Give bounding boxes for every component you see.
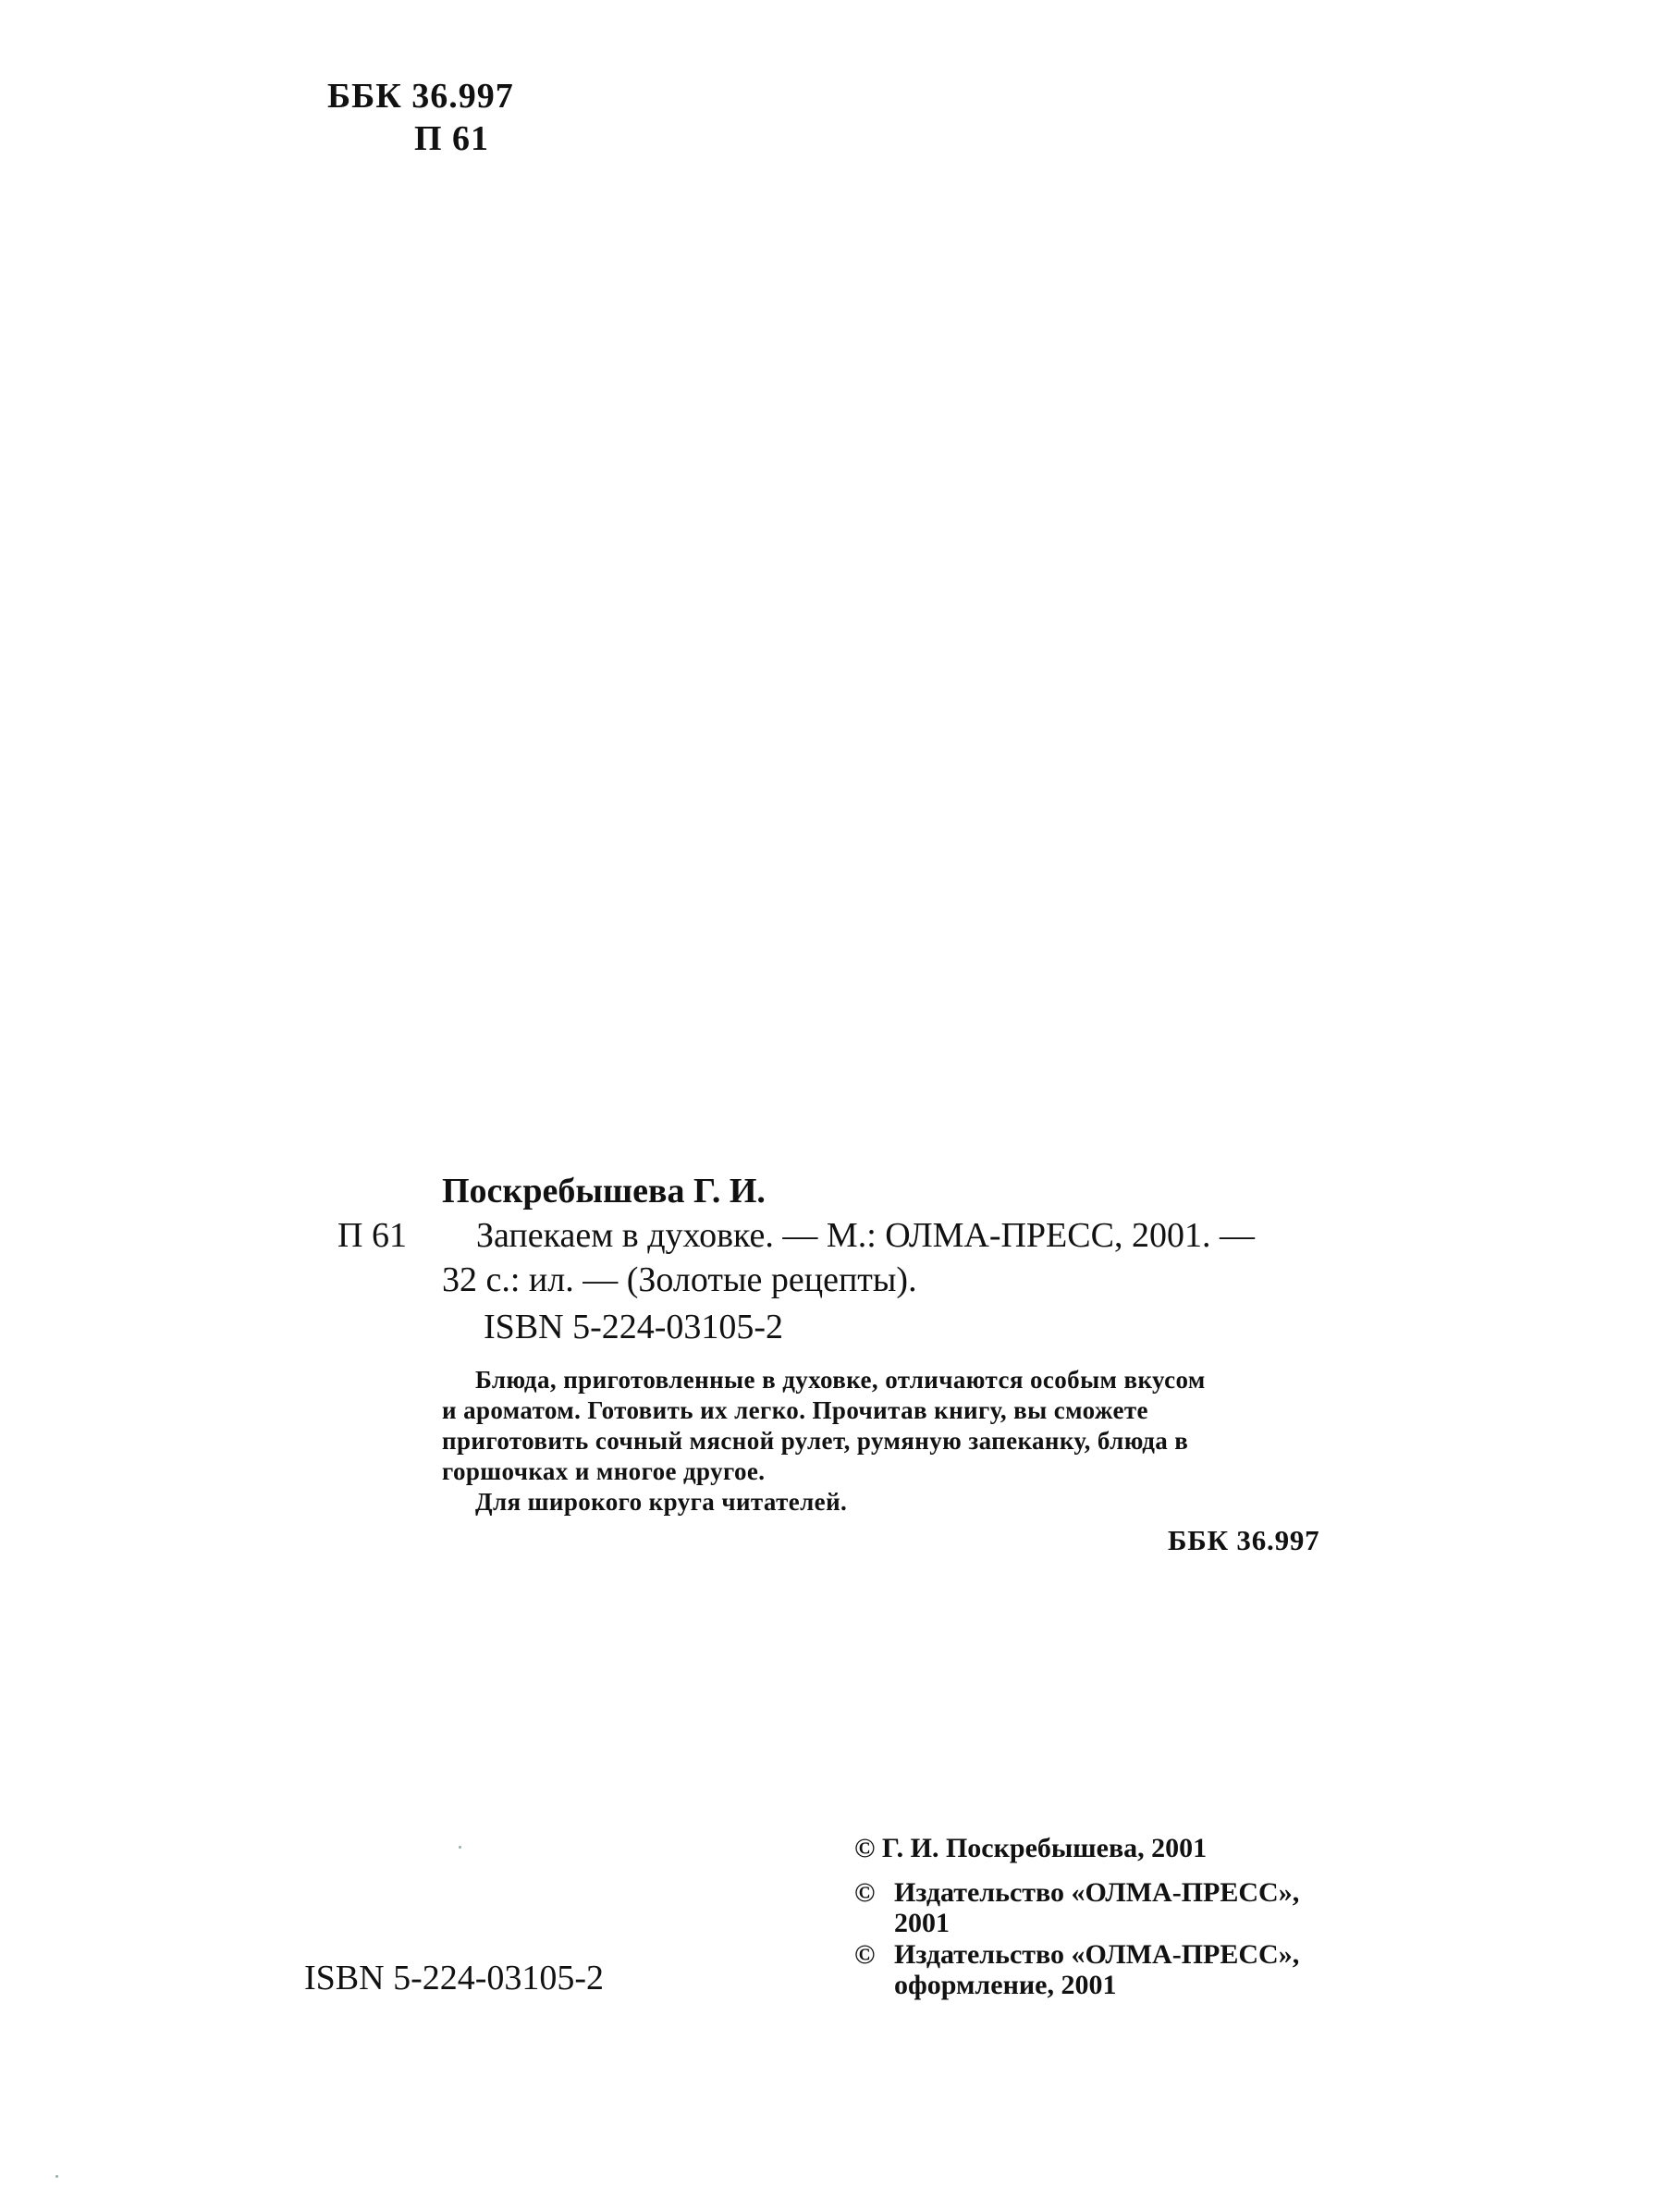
isbn-bottom: ISBN 5-224-03105-2: [304, 1959, 605, 1997]
copyright-publisher-year: 2001: [894, 1908, 950, 1938]
audience-note: Для широкого круга читателей.: [475, 1488, 848, 1516]
annotation-line: горшочках и многое другое.: [442, 1457, 766, 1485]
copyright-design-year: оформление, 2001: [894, 1970, 1117, 2000]
annotation-line: Блюда, приготовленные в духовке, отличаются особым вкусом: [475, 1366, 1206, 1394]
bottom-bbk-index: ББК 36.997: [1168, 1524, 1320, 1556]
annotation-line: и ароматом. Готовить их легко. Прочитав книгу, вы сможете: [442, 1396, 1148, 1424]
scan-speck: [55, 2175, 58, 2178]
catalog-pages-series: 32 с.: ил. — (Золотые рецепты).: [442, 1260, 917, 1299]
catalog-author: Поскребышева Г. И.: [442, 1172, 766, 1210]
scan-speck: [459, 1846, 461, 1849]
catalog-title-line: Запекаем в духовке. — М.: ОЛМА-ПРЕСС, 2001. —: [476, 1216, 1255, 1255]
catalog-isbn: ISBN 5-224-03105-2: [484, 1308, 784, 1346]
copyright-publisher-name: Издательство «ОЛМА-ПРЕСС»,: [894, 1877, 1300, 1908]
top-bbk-index: ББК 36.997: [327, 77, 514, 116]
copyright-symbol: ©: [854, 1939, 876, 1970]
top-author-mark: П 61: [414, 119, 490, 158]
annotation: [442, 1365, 1348, 1518]
annotation-line: приготовить сочный мясной рулет, румяную запеканку, блюда в: [442, 1427, 1189, 1455]
catalog-author-mark: П 61: [337, 1216, 407, 1255]
copyright-publisher: [854, 1877, 1299, 1938]
copyright-design: [854, 1939, 1299, 2000]
copyright-design-name: Издательство «ОЛМА-ПРЕСС»,: [894, 1939, 1300, 1970]
copyright-author: © Г. И. Поскребышева, 2001: [854, 1833, 1208, 1863]
copyright-symbol: ©: [854, 1877, 876, 1908]
